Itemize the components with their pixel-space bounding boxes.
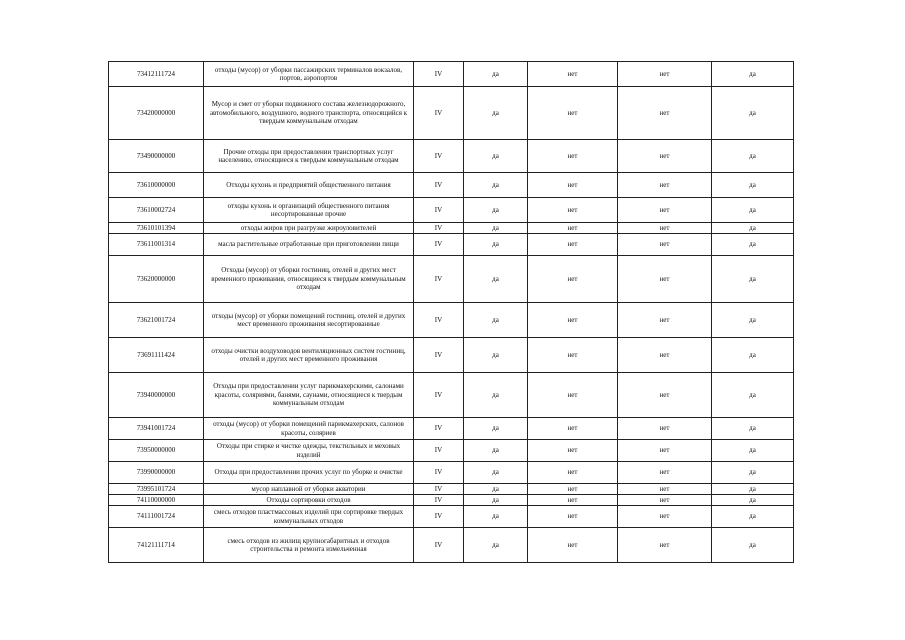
hazard-class-cell: IV: [414, 87, 464, 140]
waste-name-cell: отходы (мусор) от уборки пассажирских терминалов вокзалов, портов, аэропортов: [204, 62, 414, 87]
waste-code-cell: 74111001724: [109, 506, 204, 528]
waste-code-cell: 73610002724: [109, 198, 204, 223]
column-b-cell: нет: [528, 528, 618, 563]
table-row: [109, 140, 794, 173]
hazard-class-cell: IV: [414, 62, 464, 87]
table-row: [109, 303, 794, 338]
column-a-cell: да: [464, 140, 528, 173]
column-d-cell: да: [712, 256, 794, 303]
waste-name-cell: отходы жиров при разгрузке жироуловителей: [204, 223, 414, 234]
column-d-cell: да: [712, 440, 794, 462]
column-b-cell: нет: [528, 462, 618, 484]
table-row: [109, 528, 794, 563]
table-row: [109, 173, 794, 198]
column-d-cell: да: [712, 303, 794, 338]
table-row: [109, 418, 794, 440]
column-c-cell: нет: [618, 87, 712, 140]
column-a-cell: да: [464, 234, 528, 256]
column-c-cell: нет: [618, 234, 712, 256]
waste-name-cell: мусор наплавной от уборки акватории: [204, 484, 414, 495]
column-d-cell: да: [712, 495, 794, 506]
table-row: [109, 87, 794, 140]
waste-code-cell: 73950000000: [109, 440, 204, 462]
waste-name-cell: отходы (мусор) от уборки помещений гостиниц, отелей и других мест временного проживания несортированные: [204, 303, 414, 338]
column-b-cell: нет: [528, 495, 618, 506]
column-b-cell: нет: [528, 440, 618, 462]
column-b-cell: нет: [528, 223, 618, 234]
waste-name-cell: Отходы при предоставлении прочих услуг по уборке и очистке: [204, 462, 414, 484]
column-a-cell: да: [464, 62, 528, 87]
column-c-cell: нет: [618, 506, 712, 528]
waste-code-cell: 74121111714: [109, 528, 204, 563]
column-c-cell: нет: [618, 223, 712, 234]
hazard-class-cell: IV: [414, 223, 464, 234]
column-a-cell: да: [464, 198, 528, 223]
waste-name-cell: Отходы кухонь и предприятий общественного питания: [204, 173, 414, 198]
column-c-cell: нет: [618, 462, 712, 484]
column-c-cell: нет: [618, 338, 712, 373]
waste-code-cell: 73990000000: [109, 462, 204, 484]
column-a-cell: да: [464, 506, 528, 528]
table-row: [109, 462, 794, 484]
column-d-cell: да: [712, 528, 794, 563]
waste-code-cell: 73412111724: [109, 62, 204, 87]
column-a-cell: да: [464, 87, 528, 140]
waste-code-cell: 73691111424: [109, 338, 204, 373]
column-d-cell: да: [712, 418, 794, 440]
table-row: [109, 495, 794, 506]
table-row: [109, 234, 794, 256]
column-a-cell: да: [464, 223, 528, 234]
column-d-cell: да: [712, 62, 794, 87]
column-b-cell: нет: [528, 62, 618, 87]
waste-code-cell: 73610101394: [109, 223, 204, 234]
hazard-class-cell: IV: [414, 418, 464, 440]
column-a-cell: да: [464, 462, 528, 484]
column-c-cell: нет: [618, 440, 712, 462]
hazard-class-cell: IV: [414, 303, 464, 338]
column-c-cell: нет: [618, 484, 712, 495]
hazard-class-cell: IV: [414, 198, 464, 223]
column-d-cell: да: [712, 484, 794, 495]
column-c-cell: нет: [618, 528, 712, 563]
hazard-class-cell: IV: [414, 256, 464, 303]
waste-code-cell: 73420000000: [109, 87, 204, 140]
column-b-cell: нет: [528, 173, 618, 198]
column-c-cell: нет: [618, 256, 712, 303]
waste-name-cell: Отходы при предоставлении услуг парикмахерскими, салонами красоты, соляриями, банями, саунами, относящиеся к твердым коммунальным отходам: [204, 373, 414, 418]
column-b-cell: нет: [528, 338, 618, 373]
column-d-cell: да: [712, 506, 794, 528]
waste-code-cell: 73621001724: [109, 303, 204, 338]
waste-code-cell: 73995101724: [109, 484, 204, 495]
column-d-cell: да: [712, 338, 794, 373]
column-c-cell: нет: [618, 198, 712, 223]
column-d-cell: да: [712, 198, 794, 223]
column-a-cell: да: [464, 256, 528, 303]
column-b-cell: нет: [528, 484, 618, 495]
hazard-class-cell: IV: [414, 495, 464, 506]
waste-name-cell: Мусор и смет от уборки подвижного состава железнодорожного, автомобильного, воздушного, водного транспорта, относящийся к твердым коммунальным отходам: [204, 87, 414, 140]
waste-code-cell: 74110000000: [109, 495, 204, 506]
waste-name-cell: Отходы (мусор) от уборки гостиниц, отелей и других мест временного проживания, относящиеся к твердым коммунальным отходам: [204, 256, 414, 303]
column-b-cell: нет: [528, 234, 618, 256]
column-c-cell: нет: [618, 418, 712, 440]
waste-name-cell: отходы (мусор) от уборки помещений парикмахерских, салонов красоты, соляриев: [204, 418, 414, 440]
hazard-class-cell: IV: [414, 462, 464, 484]
column-a-cell: да: [464, 440, 528, 462]
waste-name-cell: Отходы при стирке и чистке одежды, текстильных и меховых изделий: [204, 440, 414, 462]
column-c-cell: нет: [618, 140, 712, 173]
table-row: [109, 484, 794, 495]
column-c-cell: нет: [618, 173, 712, 198]
waste-code-cell: 73610000000: [109, 173, 204, 198]
waste-code-cell: 73620000000: [109, 256, 204, 303]
hazard-class-cell: IV: [414, 173, 464, 198]
column-b-cell: нет: [528, 198, 618, 223]
column-a-cell: да: [464, 303, 528, 338]
column-b-cell: нет: [528, 373, 618, 418]
hazard-class-cell: IV: [414, 528, 464, 563]
table-body: [109, 62, 794, 563]
waste-code-cell: 73940000000: [109, 373, 204, 418]
column-d-cell: да: [712, 87, 794, 140]
waste-name-cell: масла растительные отработанные при приготовлении пищи: [204, 234, 414, 256]
column-d-cell: да: [712, 373, 794, 418]
hazard-class-cell: IV: [414, 338, 464, 373]
hazard-class-cell: IV: [414, 484, 464, 495]
column-b-cell: нет: [528, 256, 618, 303]
hazard-class-cell: IV: [414, 373, 464, 418]
waste-classification-table: [108, 61, 794, 563]
waste-code-cell: 73490000000: [109, 140, 204, 173]
column-b-cell: нет: [528, 418, 618, 440]
table-row: [109, 223, 794, 234]
table-row: [109, 256, 794, 303]
column-a-cell: да: [464, 373, 528, 418]
waste-name-cell: Прочие отходы при предоставлении транспортных услуг населению, относящиеся к твердым коммунальным отходам: [204, 140, 414, 173]
waste-name-cell: отходы кухонь и организаций общественного питания несортированные прочие: [204, 198, 414, 223]
column-d-cell: да: [712, 173, 794, 198]
column-c-cell: нет: [618, 373, 712, 418]
column-a-cell: да: [464, 338, 528, 373]
waste-name-cell: смесь отходов из жилищ крупногабаритных и отходов строительства и ремонта измельченная: [204, 528, 414, 563]
column-b-cell: нет: [528, 87, 618, 140]
column-c-cell: нет: [618, 62, 712, 87]
column-d-cell: да: [712, 140, 794, 173]
hazard-class-cell: IV: [414, 140, 464, 173]
waste-name-cell: отходы очистки воздуховодов вентиляционных систем гостиниц, отелей и других мест временного проживания: [204, 338, 414, 373]
hazard-class-cell: IV: [414, 440, 464, 462]
column-a-cell: да: [464, 418, 528, 440]
column-c-cell: нет: [618, 303, 712, 338]
waste-code-cell: 73941001724: [109, 418, 204, 440]
column-b-cell: нет: [528, 140, 618, 173]
table-row: [109, 62, 794, 87]
hazard-class-cell: IV: [414, 506, 464, 528]
column-a-cell: да: [464, 484, 528, 495]
column-a-cell: да: [464, 495, 528, 506]
waste-name-cell: смесь отходов пластмассовых изделий при сортировке твердых коммунальных отходов: [204, 506, 414, 528]
table-row: [109, 506, 794, 528]
column-b-cell: нет: [528, 506, 618, 528]
waste-name-cell: Отходы сортировки отходов: [204, 495, 414, 506]
column-d-cell: да: [712, 234, 794, 256]
column-c-cell: нет: [618, 495, 712, 506]
column-a-cell: да: [464, 528, 528, 563]
table-row: [109, 440, 794, 462]
table-row: [109, 338, 794, 373]
waste-code-cell: 73611001314: [109, 234, 204, 256]
column-d-cell: да: [712, 223, 794, 234]
column-d-cell: да: [712, 462, 794, 484]
table-row: [109, 198, 794, 223]
hazard-class-cell: IV: [414, 234, 464, 256]
table-row: [109, 373, 794, 418]
column-a-cell: да: [464, 173, 528, 198]
column-b-cell: нет: [528, 303, 618, 338]
